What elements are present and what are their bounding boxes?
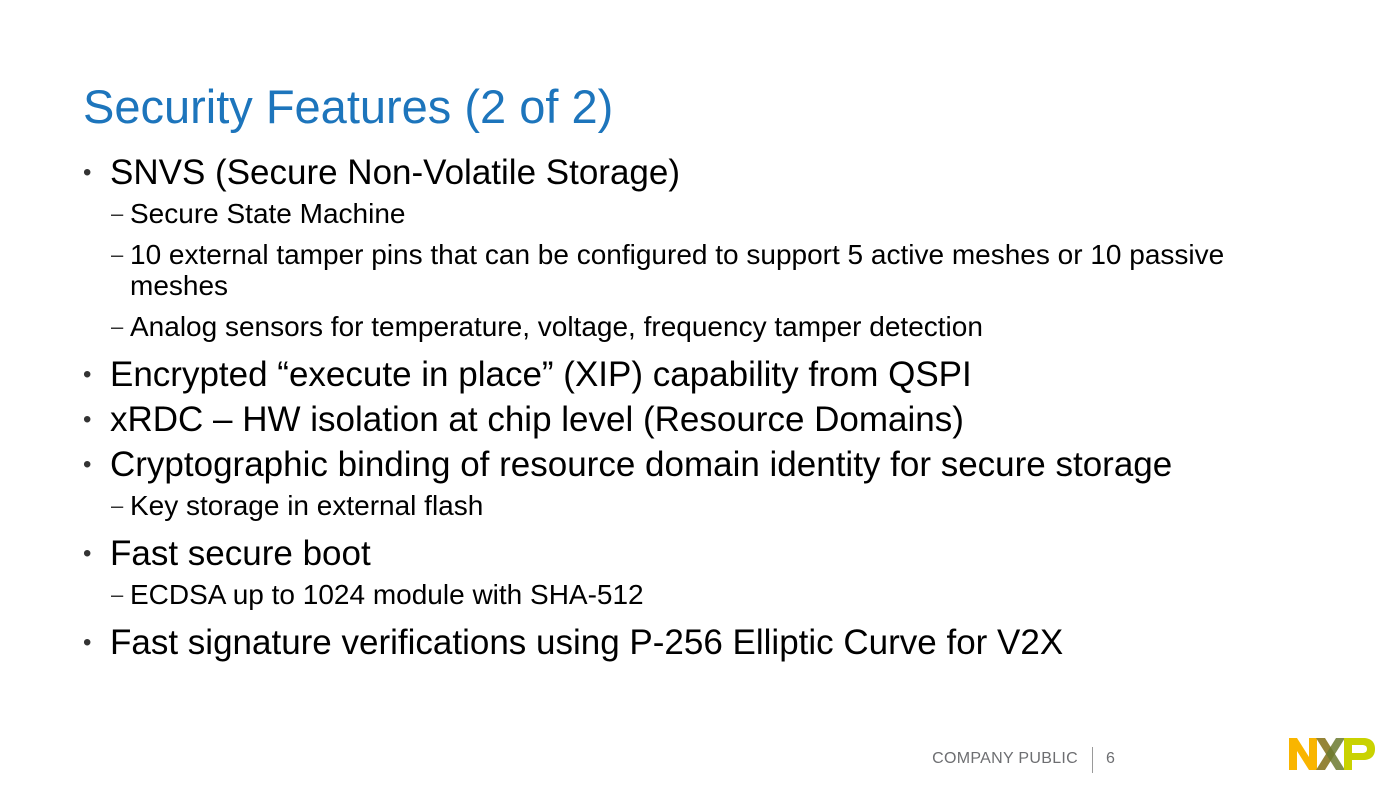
bullet-text: Fast secure boot xyxy=(110,534,371,573)
sub-bullet-list xyxy=(80,198,1300,342)
sub-bullet-list xyxy=(80,579,1300,610)
bullet-text: xRDC – HW isolation at chip level (Resource Domains) xyxy=(110,400,964,439)
page-number: 6 xyxy=(1106,750,1115,767)
sub-bullet-dash: – xyxy=(111,201,124,226)
sub-bullet-dash: – xyxy=(111,493,124,518)
nxp-logo xyxy=(1289,737,1375,771)
bullet-text: SNVS (Secure Non-Volatile Storage) xyxy=(110,153,680,192)
bullet-text-row xyxy=(80,150,1300,195)
sub-bullet-item xyxy=(80,579,1300,610)
sub-bullet-item xyxy=(80,490,1300,521)
bullet-text: Encrypted “execute in place” (XIP) capability from QSPI xyxy=(110,355,972,394)
bullet-dot: • xyxy=(83,629,92,656)
bullet-dot: • xyxy=(83,361,92,388)
logo-p-shape xyxy=(1344,738,1375,770)
bullet-item xyxy=(80,531,1300,610)
sub-bullet-text: ECDSA up to 1024 module with SHA-512 xyxy=(130,579,644,610)
bullet-text-row xyxy=(80,531,1300,576)
bullet-item xyxy=(80,620,1300,665)
bullet-item xyxy=(80,352,1300,397)
bullet-item xyxy=(80,397,1300,442)
sub-bullet-item xyxy=(80,198,1300,229)
sub-bullet-item xyxy=(80,311,1300,342)
bullet-text: Cryptographic binding of resource domain identity for secure storage xyxy=(110,445,1173,484)
bullet-text: Fast signature verifications using P-256 Elliptic Curve for V2X xyxy=(110,623,1064,662)
sub-bullet-text: 10 external tamper pins that can be configured to support 5 active meshes or 10 passive meshes xyxy=(130,239,1225,301)
sub-bullet-text: Analog sensors for temperature, voltage, frequency tamper detection xyxy=(130,311,983,342)
sub-bullet-dash: – xyxy=(111,582,124,607)
bullet-dot: • xyxy=(83,159,92,186)
bullet-text-row xyxy=(80,620,1300,665)
sub-bullet-text: Key storage in external flash xyxy=(130,490,484,521)
bullet-item xyxy=(80,442,1300,521)
bullet-dot: • xyxy=(83,406,92,433)
footer-divider xyxy=(1092,747,1093,773)
sub-bullet-dash: – xyxy=(111,314,124,339)
sub-bullet-item xyxy=(80,239,1300,301)
sub-bullet-dash: – xyxy=(111,242,124,267)
sub-bullet-text: Secure State Machine xyxy=(130,198,406,229)
sub-bullet-list xyxy=(80,490,1300,521)
bullet-text-row xyxy=(80,442,1300,487)
bullet-item xyxy=(80,150,1300,342)
bullet-dot: • xyxy=(83,451,92,478)
bullet-text-row xyxy=(80,352,1300,397)
slide-title: Security Features (2 of 2) xyxy=(83,80,614,133)
bullet-list xyxy=(80,150,1300,665)
logo-n-shape xyxy=(1289,738,1317,770)
classification-label: COMPANY PUBLIC xyxy=(932,750,1078,767)
bullet-text-row xyxy=(80,397,1300,442)
bullet-dot: • xyxy=(83,540,92,567)
logo-x-right xyxy=(1326,738,1345,770)
